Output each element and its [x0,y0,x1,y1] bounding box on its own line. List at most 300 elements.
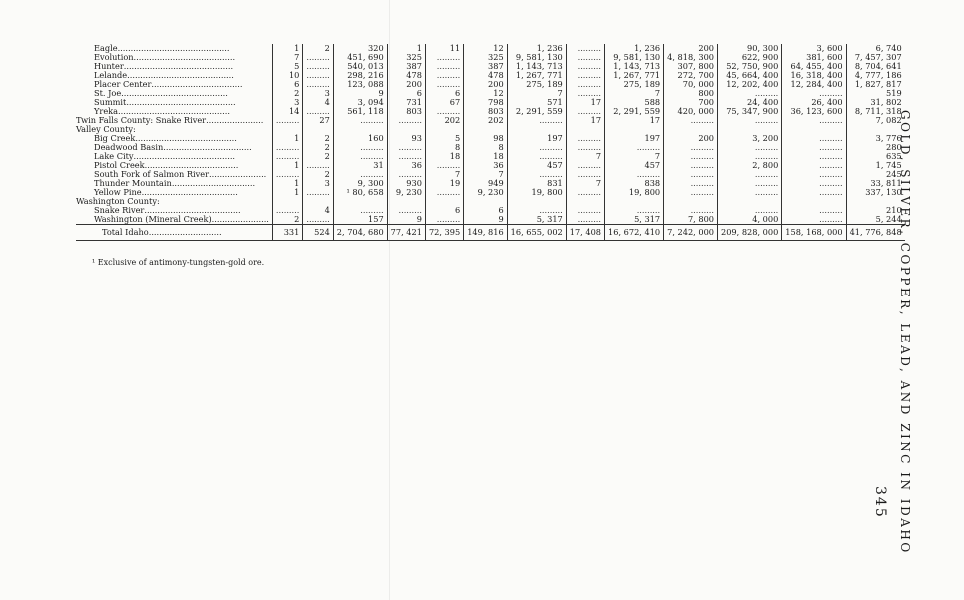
empty-cell-leader: ......... [306,160,330,170]
table-cell: 275, 189 [605,80,664,89]
table-cell: 197 [507,134,566,143]
table-cell: 8, 704, 641 [846,62,905,71]
dot-leader: ....................................... [133,151,236,161]
table-cell: 8 [464,143,507,152]
table-cell [718,116,782,125]
table-cell: 478 [387,71,425,80]
row-name: Pistol Creek [94,160,145,170]
dot-leader: ........................................... [117,43,230,53]
empty-cell-leader: ......... [275,142,300,152]
dot-leader: .................................. [163,142,252,152]
table-cell: 14 [272,107,302,116]
row-name: South Fork of Salmon River [94,169,210,179]
table-cell [664,116,718,125]
table-cell: 2, 291, 559 [507,107,566,116]
table-cell: 9, 300 [333,179,387,188]
table-cell: 90, 300 [718,44,782,53]
table-cell [782,116,846,125]
dot-leader: ........................................... [118,106,230,116]
empty-cell-leader: ......... [754,151,779,161]
table-cell: 3 [303,89,333,98]
table-cell [425,215,463,225]
table-cell: 519 [846,89,905,98]
empty-cell-leader: ......... [539,142,563,152]
table-cell: 7, 082 [846,116,905,125]
table-cell [387,116,425,125]
empty-cell-leader: ......... [690,142,714,152]
row-name: Thunder Mountain [94,178,172,188]
table-cell: 245 [846,170,905,179]
table-cell: 1, 236 [507,44,566,53]
empty-cell-leader: ......... [819,205,843,215]
footnote: ¹ Exclusive of antimony-tungsten-gold ore. [92,258,265,267]
empty-cell-leader: ......... [577,133,602,143]
table-cell [303,188,333,197]
row-name: Lake City [94,151,134,161]
table-cell: 387 [387,62,425,71]
row-name: Washington (Mineral Creek) [94,214,212,224]
empty-cell-leader: ......... [436,214,461,224]
row-name: Deadwood Basin [94,142,164,152]
empty-cell-leader: ......... [360,115,384,125]
row-name: Summit [94,97,127,107]
empty-cell-leader: ......... [306,61,330,71]
empty-cell-leader: ......... [754,178,779,188]
table-cell: 9, 230 [464,188,507,197]
table-cell: 27 [303,116,333,125]
table-cell: 457 [605,161,664,170]
dot-leader: ................................... [151,79,243,89]
empty-cell-leader: ......... [819,115,843,125]
empty-cell-leader: ......... [398,205,422,215]
table-cell: 949 [464,179,507,188]
page-number: 345 [872,486,888,519]
table-cell: 3, 200 [718,134,782,143]
table-cell: 6 [425,206,463,215]
table-cell: 3, 094 [333,98,387,107]
empty-cell-leader: ......... [306,70,330,80]
dot-leader: ..................................... [144,205,241,215]
empty-cell-leader: ......... [398,169,422,179]
table-cell: 7, 457, 307 [846,53,905,62]
table-cell: 5, 317 [605,215,664,225]
table-cell: 70, 000 [664,80,718,89]
table-cell: 478 [464,71,507,80]
table-cell: 77, 421 [387,225,425,241]
table-cell: 1, 827, 817 [846,80,905,89]
table-cell: 7, 800 [664,215,718,225]
empty-cell-leader: ......... [690,169,714,179]
table-cell [782,215,846,225]
table-cell: 16, 318, 400 [782,71,846,80]
empty-cell-leader: ......... [436,52,461,62]
empty-cell-leader: ......... [436,70,461,80]
dot-leader: ......................................... [121,88,228,98]
table-cell: 36, 123, 600 [782,107,846,116]
empty-cell-leader: ......... [819,178,843,188]
empty-cell-leader: ......... [754,142,779,152]
empty-cell-leader: ......... [690,151,714,161]
table-cell: 3, 600 [782,44,846,53]
empty-cell-leader: ......... [819,160,843,170]
table-cell: 2, 291, 559 [605,107,664,116]
row-name: Evolution [94,52,134,62]
table-cell: 1 [387,44,425,53]
table-cell: 16, 655, 002 [507,225,566,241]
table-cell: 731 [387,98,425,107]
table-cell: ¹ 80, 658 [333,188,387,197]
table-cell: 561, 118 [333,107,387,116]
table-cell: 803 [387,107,425,116]
table-cell: 17 [605,116,664,125]
row-name: Washington County: [76,196,160,206]
empty-cell-leader: ......... [306,214,330,224]
table-cell: 272, 700 [664,71,718,80]
empty-cell-leader: ......... [398,142,422,152]
row-name: St. Joe [94,88,122,98]
empty-cell-leader: ......... [360,142,384,152]
table-cell: 1 [272,188,302,197]
empty-cell-leader: ......... [577,70,602,80]
table-cell: 700 [664,98,718,107]
table-cell: 4, 000 [718,215,782,225]
table-cell: 2 [272,89,302,98]
table-cell: 325 [387,53,425,62]
row-name: Twin Falls County: Snake River [76,115,207,125]
table-cell: 1 [272,161,302,170]
table-cell: 19 [425,179,463,188]
table-cell: 19, 800 [605,188,664,197]
table-cell: 4, 818, 300 [664,53,718,62]
table-cell: 5 [425,134,463,143]
table-cell: 7 [464,170,507,179]
empty-cell-leader: ......... [690,187,714,197]
table-cell: 2 [303,134,333,143]
row-name: Yreka [94,106,119,116]
dot-leader: ...................... [209,169,267,179]
table-cell: 41, 776, 848 [846,225,905,241]
table-cell: 209, 828, 000 [718,225,782,241]
empty-cell-leader: ......... [754,187,779,197]
empty-cell-leader: ......... [436,79,461,89]
table-cell: 5, 317 [507,215,566,225]
table-cell [782,188,846,197]
table-cell: 9, 230 [387,188,425,197]
table-cell: 622, 900 [718,53,782,62]
table-cell: 381, 600 [782,53,846,62]
row-name: Valley County: [76,124,136,134]
table-cell: 12 [464,89,507,98]
empty-cell-leader: ......... [436,106,461,116]
empty-cell-leader: ......... [577,205,602,215]
empty-cell-leader: ......... [754,115,779,125]
table-cell [303,215,333,225]
dot-leader: ....................................... [135,133,237,143]
table-cell: 337, 130 [846,188,905,197]
table-cell: 7 [566,179,604,188]
row-name: Placer Center [94,79,152,89]
empty-cell-leader: ......... [539,151,563,161]
empty-cell-leader: ......... [306,79,330,89]
table-cell: 2 [303,143,333,152]
table-cell: 7 [507,89,566,98]
table-cell: 1 [272,179,302,188]
table-cell: 6 [425,89,463,98]
table-cell: 12, 284, 400 [782,80,846,89]
table-cell: 5 [272,62,302,71]
table-cell: 67 [425,98,463,107]
table-cell: 16, 672, 410 [605,225,664,241]
table-cell: 197 [605,134,664,143]
empty-cell-leader: ......... [275,115,300,125]
table-cell: 298, 216 [333,71,387,80]
table-cell: 7, 242, 000 [664,225,718,241]
empty-cell-leader: ......... [539,115,563,125]
table-cell: 19, 800 [507,188,566,197]
empty-cell-leader: ......... [819,142,843,152]
empty-cell-leader: ......... [577,214,602,224]
table-cell: 320 [333,44,387,53]
table-cell: 202 [425,116,463,125]
table-cell: 2 [303,152,333,161]
table-row [76,215,905,225]
empty-cell-leader: ......... [819,88,843,98]
empty-cell-leader: ......... [275,205,300,215]
dot-leader: ...................... [211,214,269,224]
table-cell: 1, 143, 713 [507,62,566,71]
empty-cell-leader: ......... [577,43,602,53]
table-cell: 2 [303,170,333,179]
empty-cell-leader: ......... [690,205,714,215]
empty-cell-leader: ......... [690,160,714,170]
table-cell: 200 [664,44,718,53]
table-cell: 803 [464,107,507,116]
empty-cell-leader: ......... [636,142,661,152]
table-cell: 9 [387,215,425,225]
empty-cell-leader: ......... [577,169,602,179]
empty-cell-leader: ......... [819,214,843,224]
table-cell: 17 [566,116,604,125]
table-cell: 72, 395 [425,225,463,241]
empty-cell-leader: ......... [360,151,384,161]
table-cell: 9, 581, 130 [605,53,664,62]
empty-cell-leader: ......... [577,52,602,62]
empty-cell-leader: ......... [819,133,843,143]
table-cell: 33, 811 [846,179,905,188]
empty-cell-leader: ......... [819,151,843,161]
table-cell: 11 [425,44,463,53]
table-cell: 7 [566,152,604,161]
empty-cell-leader: ......... [819,169,843,179]
table-cell: 2, 704, 680 [333,225,387,241]
table-cell: 200 [387,80,425,89]
empty-cell-leader: ......... [577,79,602,89]
empty-cell-leader: ......... [577,142,602,152]
row-label [76,215,272,225]
dot-leader: ....................................... [133,52,236,62]
table-cell: 930 [387,179,425,188]
empty-cell-leader: ......... [306,187,330,197]
empty-cell-leader: ......... [398,115,422,125]
table-cell [566,215,604,225]
table-cell: 540, 013 [333,62,387,71]
empty-cell-leader: ......... [754,205,779,215]
table-cell: 387 [464,62,507,71]
table-cell: 1, 267, 771 [605,71,664,80]
dot-leader: ......................................... [127,70,234,80]
table-cell: 6 [464,206,507,215]
empty-cell-leader: ......... [275,151,300,161]
table-cell: 1, 143, 713 [605,62,664,71]
table-cell: 451, 690 [333,53,387,62]
empty-cell-leader: ......... [754,169,779,179]
production-table [76,44,905,241]
table-cell: 325 [464,53,507,62]
table-cell: 18 [464,152,507,161]
row-name: Hunter [94,61,124,71]
empty-cell-leader: ......... [577,187,602,197]
table-cell: 6, 740 [846,44,905,53]
empty-cell-leader: ......... [819,187,843,197]
table-cell: 17 [566,98,604,107]
empty-cell-leader: ......... [577,61,602,71]
table-cell: 31 [333,161,387,170]
table-cell: 149, 816 [464,225,507,241]
row-name: Eagle [94,43,118,53]
table-cell: 98 [464,134,507,143]
table-cell: 420, 000 [664,107,718,116]
empty-cell-leader: ......... [360,205,384,215]
dot-leader: .......................................... [126,97,236,107]
table-cell [425,188,463,197]
dot-leader: ............................ [148,227,222,237]
table-cell: 160 [333,134,387,143]
table-cell: 4, 777, 186 [846,71,905,80]
total-row [76,225,905,241]
table-cell: 26, 400 [782,98,846,107]
table-cell: 158, 168, 000 [782,225,846,241]
table-cell: 36 [464,161,507,170]
table-cell: 93 [387,134,425,143]
table-cell: 75, 347, 900 [718,107,782,116]
table-cell: 9, 581, 130 [507,53,566,62]
table-row [76,116,905,125]
empty-cell-leader: ......... [436,160,461,170]
table-cell: 7 [425,170,463,179]
table-cell: 52, 750, 900 [718,62,782,71]
empty-cell-leader: ......... [690,115,714,125]
table-cell: 3 [272,98,302,107]
empty-cell-leader: ......... [690,178,714,188]
dot-leader: .......................................... [123,61,234,71]
table-cell: 5, 244 [846,215,905,225]
table-cell: 307, 800 [664,62,718,71]
row-name: Big Creek [94,133,136,143]
table-cell: 9 [464,215,507,225]
table-cell: 800 [664,89,718,98]
table-cell: 64, 455, 400 [782,62,846,71]
table-cell: 8, 711, 318 [846,107,905,116]
empty-cell-leader: ......... [539,205,563,215]
table-cell: 838 [605,179,664,188]
table-cell: 45, 664, 400 [718,71,782,80]
table-cell: 18 [425,152,463,161]
dot-leader: ...................... [206,115,264,125]
table-cell: 524 [303,225,333,241]
table-cell: 280 [846,143,905,152]
empty-cell-leader: ......... [436,61,461,71]
table-cell: 1, 267, 771 [507,71,566,80]
table-cell: 4 [303,98,333,107]
table-cell: 3 [303,179,333,188]
row-label [76,225,272,241]
empty-cell-leader: ......... [275,169,300,179]
table-cell: 24, 400 [718,98,782,107]
table-cell: 1, 745 [846,161,905,170]
table-cell: 202 [464,116,507,125]
table-cell: 571 [507,98,566,107]
table-cell [507,116,566,125]
table-cell: 2, 800 [718,161,782,170]
table-cell: 4 [303,206,333,215]
table-cell: 17, 408 [566,225,604,241]
table-cell: 36 [387,161,425,170]
table-cell: 635 [846,152,905,161]
table-cell: 123, 088 [333,80,387,89]
table-cell: 3, 776 [846,134,905,143]
table-cell [718,188,782,197]
table-cell: 8 [425,143,463,152]
table-cell: 1, 236 [605,44,664,53]
table-cell: 588 [605,98,664,107]
table-cell: 9 [333,89,387,98]
table-cell: 2 [272,215,302,225]
table-cell: 275, 189 [507,80,566,89]
table-cell: 7 [272,53,302,62]
table-cell: 6 [387,89,425,98]
table-cell: 7 [605,152,664,161]
empty-cell-leader: ......... [360,169,384,179]
table-cell [272,116,302,125]
empty-cell-leader: ......... [306,52,330,62]
dot-leader: ..................................... [141,187,238,197]
empty-cell-leader: ......... [306,106,330,116]
table-cell: 200 [464,80,507,89]
running-title: GOLD, SILVER, COPPER, LEAD, AND ZINC IN IDAHO [898,110,912,555]
table-cell: 12 [464,44,507,53]
row-name: Snake River [94,205,145,215]
empty-cell-leader: ......... [539,169,563,179]
row-name: Lelande [94,70,128,80]
empty-cell-leader: ......... [398,151,422,161]
table-cell: 6 [272,80,302,89]
empty-cell-leader: ......... [577,88,602,98]
empty-cell-leader: ......... [636,169,661,179]
table-cell: 157 [333,215,387,225]
empty-cell-leader: ......... [754,88,779,98]
table-cell [333,116,387,125]
table-cell: 2 [303,44,333,53]
empty-cell-leader: ......... [436,187,461,197]
table-cell: 798 [464,98,507,107]
row-name: Yellow Pine [94,187,142,197]
empty-cell-leader: ......... [577,106,602,116]
table-cell: 831 [507,179,566,188]
table-cell: 31, 802 [846,98,905,107]
table-cell: 10 [272,71,302,80]
empty-cell-leader: ......... [577,160,602,170]
table-row [76,188,905,197]
